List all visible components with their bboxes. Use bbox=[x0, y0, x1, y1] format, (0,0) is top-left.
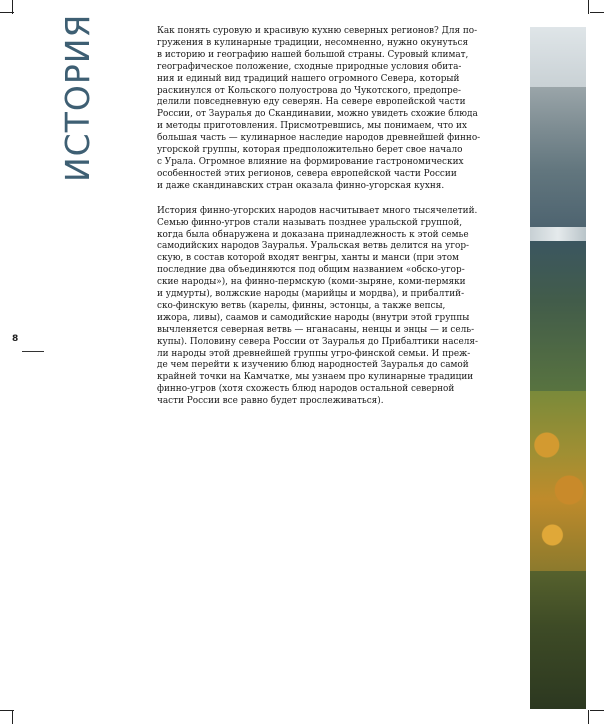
text-line: особенностей этих регионов, севера европейской части России bbox=[157, 168, 457, 179]
text-line: финно-угров (хотя схожесть блюд народов остальной северной bbox=[157, 384, 455, 395]
text-line: гружения в кулинарные традиции, несомненно, нужно окунуться bbox=[157, 37, 469, 48]
paragraph-2 bbox=[157, 206, 489, 408]
text-line: скую, в состав которой входят венгры, ханты и манси (при этом bbox=[157, 253, 459, 264]
text-line: Семью финно-угров стали называть позднее уральской группой, bbox=[157, 217, 463, 228]
text-line: делили повседневную еду северян. На севере европейской части bbox=[157, 97, 466, 108]
text-line: последние два объединяются под общим названием «обско-угор- bbox=[157, 265, 465, 276]
crop-mark-bottom-right-v bbox=[588, 710, 589, 724]
text-line: крайней точки на Камчатке, мы узнаем про кулинарные традиции bbox=[157, 372, 474, 383]
text-line: с Урала. Огромное влияние на формирование гастрономических bbox=[157, 156, 464, 167]
chapter-heading-text: ИСТОРИЯ bbox=[58, 13, 97, 182]
text-line: ские народы»), на финно-пермскую (коми-зыряне, коми-пермяки bbox=[157, 277, 466, 288]
body-text bbox=[157, 26, 489, 421]
text-line: ижора, ливы), саамов и самодийские народы (внутри этой группы bbox=[157, 312, 470, 323]
crop-mark-top-left-v bbox=[12, 0, 13, 14]
photo-autumn-trees bbox=[530, 391, 586, 571]
text-line: самодийских народов Зауралья. Уральская ветвь делится на угор- bbox=[157, 241, 470, 252]
crop-mark-top-right-v bbox=[588, 0, 589, 14]
chapter-heading bbox=[58, 13, 98, 188]
text-line: и методы приготовления. Присмотревшись, мы понимаем, что их bbox=[157, 121, 467, 132]
page-number-rule bbox=[22, 351, 44, 352]
text-line: и даже скандинавских стран оказала финно-угорская кухня. bbox=[157, 180, 445, 191]
crop-mark-bottom-left-v bbox=[12, 710, 13, 724]
photo-dark-foreground bbox=[530, 571, 586, 709]
text-line: Как понять суровую и красивую кухню северных регионов? Для по- bbox=[157, 26, 478, 36]
paragraph-1 bbox=[157, 26, 489, 193]
crop-mark-bottom-right-h bbox=[590, 710, 604, 711]
text-line: вычленяется северная ветвь — нганасаны, ненцы и энцы — и сель- bbox=[157, 324, 475, 335]
photo-sky bbox=[530, 27, 586, 87]
text-line: раскинулся от Кольского полуострова до Чукотского, предопре- bbox=[157, 85, 461, 96]
text-line: ли народы этой древнейшей группы угро-финской семьи. И преж- bbox=[157, 348, 471, 359]
text-line: ско-финскую ветвь (карелы, финны, эстонцы, а также вепсы, bbox=[157, 300, 446, 311]
text-line: части России все равно будет прослеживаться). bbox=[157, 396, 384, 407]
autumn-forest-photo bbox=[530, 27, 586, 709]
text-line: России, от Зауралья до Скандинавии, можно увидеть схожие блюда bbox=[157, 109, 478, 120]
page-number: 8 bbox=[12, 334, 19, 344]
crop-mark-top-right-h bbox=[590, 12, 604, 13]
text-line: в историю и географию нашей большой страны. Суровый климат, bbox=[157, 49, 469, 60]
text-line: де чем перейти к изучению блюд народностей Зауралья до самой bbox=[157, 360, 469, 371]
text-line: географическое положение, сходные природные условия обита- bbox=[157, 61, 462, 72]
text-line: купы). Половину севера России от Зауралья до Прибалтики населя- bbox=[157, 336, 478, 347]
text-line: когда была обнаружена и доказана принадлежность к этой семье bbox=[157, 229, 469, 240]
photo-river bbox=[530, 227, 586, 241]
text-line: большая часть — кулинарное наследие народов древнейшей финно- bbox=[157, 133, 481, 144]
text-line: и удмурты), волжские народы (марийцы и мордва), и прибалтий- bbox=[157, 289, 465, 300]
text-line: угорской группы, которая предположительно берет свое начало bbox=[157, 145, 463, 156]
text-line: История финно-угорских народов насчитывает много тысячелетий. bbox=[157, 205, 478, 216]
text-line: ния и единый вид традиций нашего огромного Севера, который bbox=[157, 73, 460, 84]
photo-distant-hills bbox=[530, 87, 586, 227]
photo-green-forest bbox=[530, 241, 586, 391]
